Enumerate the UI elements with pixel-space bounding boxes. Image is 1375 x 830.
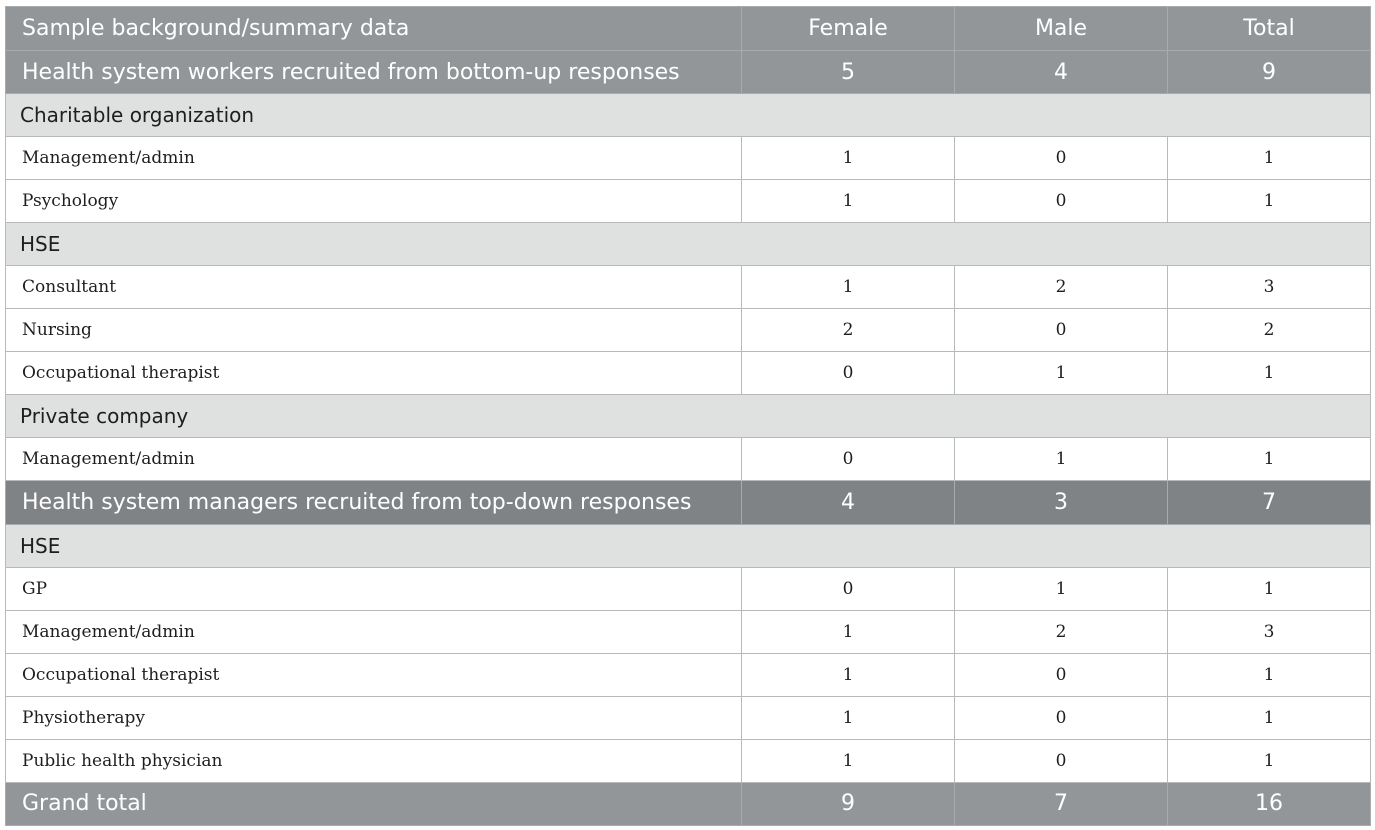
table-row bbox=[6, 438, 1371, 481]
table-row bbox=[6, 352, 1371, 395]
female-count: 1 bbox=[742, 266, 955, 309]
section-row-hse bbox=[6, 524, 1371, 567]
male-count: 0 bbox=[955, 180, 1168, 223]
total-count: 1 bbox=[1168, 438, 1371, 481]
total-count: 1 bbox=[1168, 352, 1371, 395]
row-label: Public health physician bbox=[6, 739, 742, 782]
row-label: Psychology bbox=[6, 180, 742, 223]
male-count: 0 bbox=[955, 137, 1168, 180]
male-count: 2 bbox=[955, 266, 1168, 309]
table-row bbox=[6, 180, 1371, 223]
group-label: Health system managers recruited from top-down responses bbox=[6, 481, 742, 524]
total-count: 1 bbox=[1168, 567, 1371, 610]
section-label: HSE bbox=[6, 524, 1371, 567]
male-count: 0 bbox=[955, 696, 1168, 739]
row-label: Physiotherapy bbox=[6, 696, 742, 739]
total-count: 7 bbox=[1168, 481, 1371, 524]
total-count: 1 bbox=[1168, 137, 1371, 180]
table-row bbox=[6, 266, 1371, 309]
section-label: HSE bbox=[6, 223, 1371, 266]
female-count: 1 bbox=[742, 610, 955, 653]
total-count: 3 bbox=[1168, 266, 1371, 309]
female-count: 4 bbox=[742, 481, 955, 524]
total-count: 9 bbox=[1168, 51, 1371, 94]
row-label: Management/admin bbox=[6, 137, 742, 180]
table-row bbox=[6, 610, 1371, 653]
male-count: 1 bbox=[955, 352, 1168, 395]
table-row bbox=[6, 739, 1371, 782]
section-row-charitable bbox=[6, 94, 1371, 137]
male-count: 1 bbox=[955, 567, 1168, 610]
table-row bbox=[6, 653, 1371, 696]
group-row-top-down bbox=[6, 481, 1371, 524]
male-count: 7 bbox=[955, 782, 1168, 825]
row-label: Management/admin bbox=[6, 610, 742, 653]
total-count: 3 bbox=[1168, 610, 1371, 653]
group-row-bottom-up bbox=[6, 51, 1371, 94]
section-row-private bbox=[6, 395, 1371, 438]
female-count: 9 bbox=[742, 782, 955, 825]
table-row bbox=[6, 567, 1371, 610]
column-header-category: Sample background/summary data bbox=[6, 7, 742, 51]
male-count: 0 bbox=[955, 309, 1168, 352]
female-count: 2 bbox=[742, 309, 955, 352]
table-row bbox=[6, 696, 1371, 739]
row-label: Nursing bbox=[6, 309, 742, 352]
row-label: Occupational therapist bbox=[6, 653, 742, 696]
row-label: Occupational therapist bbox=[6, 352, 742, 395]
female-count: 1 bbox=[742, 739, 955, 782]
row-label: GP bbox=[6, 567, 742, 610]
group-label: Health system workers recruited from bottom-up responses bbox=[6, 51, 742, 94]
female-count: 5 bbox=[742, 51, 955, 94]
section-row-hse bbox=[6, 223, 1371, 266]
female-count: 0 bbox=[742, 438, 955, 481]
column-header-male: Male bbox=[955, 7, 1168, 51]
column-header-female: Female bbox=[742, 7, 955, 51]
grand-total-label: Grand total bbox=[6, 782, 742, 825]
grand-total-row bbox=[6, 782, 1371, 825]
female-count: 0 bbox=[742, 352, 955, 395]
section-label: Private company bbox=[6, 395, 1371, 438]
table-row bbox=[6, 309, 1371, 352]
table-row bbox=[6, 137, 1371, 180]
row-label: Management/admin bbox=[6, 438, 742, 481]
female-count: 1 bbox=[742, 653, 955, 696]
total-count: 2 bbox=[1168, 309, 1371, 352]
column-header-total: Total bbox=[1168, 7, 1371, 51]
female-count: 1 bbox=[742, 137, 955, 180]
section-label: Charitable organization bbox=[6, 94, 1371, 137]
female-count: 1 bbox=[742, 696, 955, 739]
male-count: 1 bbox=[955, 438, 1168, 481]
male-count: 0 bbox=[955, 739, 1168, 782]
male-count: 0 bbox=[955, 653, 1168, 696]
total-count: 16 bbox=[1168, 782, 1371, 825]
total-count: 1 bbox=[1168, 180, 1371, 223]
total-count: 1 bbox=[1168, 696, 1371, 739]
female-count: 1 bbox=[742, 180, 955, 223]
total-count: 1 bbox=[1168, 653, 1371, 696]
male-count: 3 bbox=[955, 481, 1168, 524]
sample-summary-table bbox=[5, 6, 1371, 826]
female-count: 0 bbox=[742, 567, 955, 610]
header-row bbox=[6, 7, 1371, 51]
male-count: 4 bbox=[955, 51, 1168, 94]
total-count: 1 bbox=[1168, 739, 1371, 782]
row-label: Consultant bbox=[6, 266, 742, 309]
male-count: 2 bbox=[955, 610, 1168, 653]
